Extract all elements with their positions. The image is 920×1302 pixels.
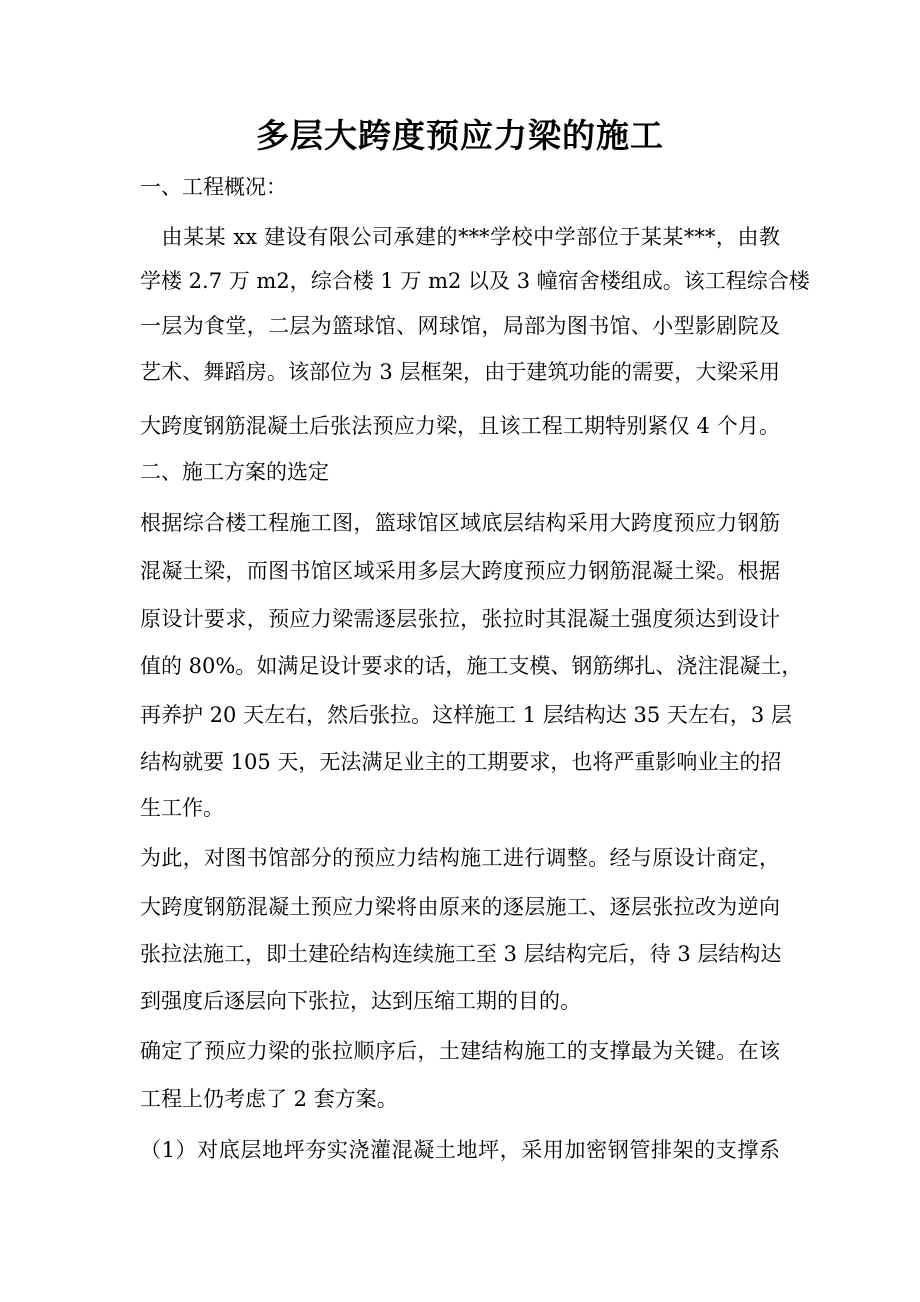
document-title: 多层大跨度预应力梁的施工 bbox=[256, 116, 664, 155]
paragraph-line: （1）对底层地坪夯实浇灌混凝土地坪，采用加密钢管排架的支撑系 bbox=[140, 1138, 780, 1162]
paragraph-line: 值的 80%。如满足设计要求的话，施工支模、钢筋绑扎、浇注混凝土， bbox=[140, 654, 803, 678]
section-heading-1: 一、工程概况： bbox=[140, 175, 287, 199]
paragraph-line: 根据综合楼工程施工图，篮球馆区域底层结构采用大跨度预应力钢筋 bbox=[140, 511, 780, 535]
paragraph-line: 张拉法施工，即土建砼结构连续施工至 3 层结构完后，待 3 层结构达 bbox=[140, 942, 782, 966]
paragraph-line: 学楼 2.7 万 m2，综合楼 1 万 m2 以及 3 幢宿舍楼组成。该工程综合楼 bbox=[140, 269, 810, 293]
paragraph-line: 再养护 20 天左右，然后张拉。这样施工 1 层结构达 35 天左右，3 层 bbox=[140, 703, 792, 727]
section-heading-2: 二、施工方案的选定 bbox=[140, 460, 329, 484]
paragraph-line: 混凝土梁，而图书馆区域采用多层大跨度预应力钢筋混凝土梁。根据 bbox=[140, 559, 780, 583]
paragraph-line: 大跨度钢筋混凝土预应力梁将由原来的逐层施工、逐层张拉改为逆向 bbox=[140, 895, 780, 919]
paragraph-line: 大跨度钢筋混凝土后张法预应力梁，且该工程工期特别紧仅 4 个月。 bbox=[140, 414, 780, 438]
paragraph-line: 为此，对图书馆部分的预应力结构施工进行调整。经与原设计商定， bbox=[140, 846, 780, 870]
paragraph-line: 工程上仍考虑了 2 套方案。 bbox=[140, 1087, 398, 1111]
paragraph-line: 艺术、舞蹈房。该部位为 3 层框架，由于建筑功能的需要，大梁采用 bbox=[140, 360, 780, 384]
paragraph-line: 一层为食堂，二层为篮球馆、网球馆，局部为图书馆、小型影剧院及 bbox=[140, 314, 780, 338]
paragraph-line: 到强度后逐层向下张拉，达到压缩工期的目的。 bbox=[140, 989, 581, 1013]
paragraph-line: 原设计要求，预应力梁需逐层张拉，张拉时其混凝土强度须达到设计 bbox=[140, 607, 780, 631]
paragraph-line: 生工作。 bbox=[140, 796, 224, 820]
paragraph-line: 由某某 xx 建设有限公司承建的***学校中学部位于某某***，由教 bbox=[140, 225, 780, 249]
paragraph-line: 结构就要 105 天，无法满足业主的工期要求，也将严重影响业主的招 bbox=[140, 750, 782, 774]
paragraph-line: 确定了预应力梁的张拉顺序后，土建结构施工的支撑最为关键。在该 bbox=[140, 1039, 780, 1063]
